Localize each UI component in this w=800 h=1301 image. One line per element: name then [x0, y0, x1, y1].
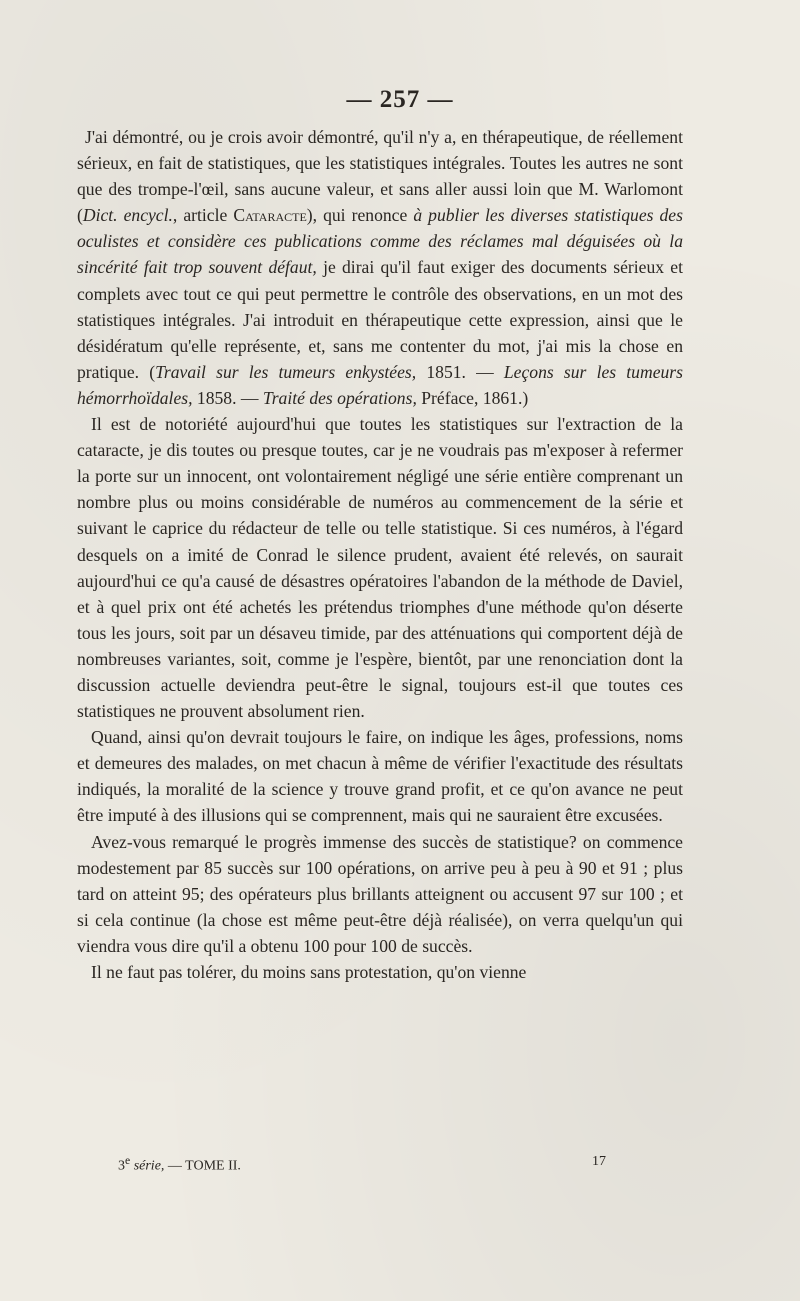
- text-run: 1858. —: [192, 387, 263, 408]
- body-text: [77, 124, 683, 985]
- paragraph-3: Quand, ainsi qu'on devrait toujours le faire, on indique les âges, professions, noms et demeures des malades, on met chacun à même de vérifier l'exactitude des résultats indiqués, la moralité de la science y trouve grand profit, et ce qu'on avance ne peut être imputé à des illusions qui se comprennent, mais qui ne sauraient être excusées.: [77, 727, 683, 826]
- tome-label: — TOME II.: [164, 1158, 241, 1174]
- series-word: série,: [130, 1158, 165, 1174]
- italic-run: Travail sur les tumeurs enkystées,: [155, 361, 417, 382]
- series-superscript: e: [125, 1154, 131, 1167]
- text-run: Préface, 1861.): [416, 387, 529, 408]
- paragraph-5: Il ne faut pas tolérer, du moins sans protestation, qu'on vienne: [91, 962, 527, 982]
- paragraph-4: Avez-vous remarqué le progrès immense des succès de statistique? on commence modestement par 85 succès sur 100 opérations, on arrive peu à peu à 90 et 91 ; plus tard on atteint 95; des opérateurs plus brillants atteignent ou accusent 97 sur 100 ; et si cela continue (la chose est même peut-être déjà réalisée), on verra quelqu'un qui viendra vous dire qu'il a obtenu 100 pour 100 de succès.: [77, 831, 683, 956]
- text-run: , article: [172, 205, 234, 226]
- signature-mark: 17: [592, 1154, 606, 1169]
- italic-run: Dict. encycl.: [82, 205, 173, 226]
- series-number: 3: [118, 1158, 125, 1174]
- small-caps-run: Cataracte: [233, 205, 307, 226]
- text-run: J'ai démontré, ou je crois avoir démontré, qu'il n'y a, en thérapeutique, de réellement sérieux, en fait de statistiques, que les statistiques intégrales. Toutes les autres ne sont que des trompe-l'œil, sans aucune valeur, et sans aller aussi loin que M. Warlomont (: [77, 127, 683, 226]
- page-number: — 257 —: [346, 86, 454, 113]
- italic-run: Traité des opérations,: [262, 387, 417, 408]
- paragraph-2: Il est de notoriété aujourd'hui que toutes les statistiques sur l'extraction de la cataracte, je dis toutes ou presque toutes, car je ne voudrais pas m'exposer à refermer la porte sur un innocent, ont volontairement négligé une série entière comprenant un nombre plus ou moins considérable de numéros au commencement de la série et suivant le caprice du rédacteur de telle ou telle statistique. Si ces numéros, à l'égard desquels on a imité de Conrad le silence prudent, avaient été relevés, on saurait aujourd'hui ce qu'a causé de désastres opératoires l'abandon de la méthode de Daviel, et à quel prix ont été achetés les prétendus triomphes d'une méthode qu'on déserte tous les jours, soit par un désaveu timide, par des atténuations qui comportent déjà de nombreuses variantes, soit, comme je l'espère, bientôt, par une renonciation dont la discussion actuelle deviendra peut-être le signal, toujours est-il que toutes ces statistiques ne prouvent absolument rien.: [77, 414, 683, 722]
- text-run: ), qui renonce: [306, 205, 414, 226]
- italic-run: à publier les diverses statistiques des oculistes et considère ces publications comme des réclames mal déguisées où la sincérité fait trop souvent défaut,: [77, 205, 683, 278]
- paragraph-1: [77, 124, 683, 411]
- text-run: je dirai qu'il faut exiger des documents sérieux et complets avec tout ce qui peut permettre le contrôle des observations, en un mot des statistiques intégrales. J'ai introduit en thérapeutique cette expression, ainsi que le désidératum qu'elle représente, et, sans me contenter du mot, j'ai mis la chose en pratique. (: [77, 257, 683, 382]
- italic-run: Leçons sur les tumeurs hémorrhoïdales,: [77, 361, 683, 408]
- series-line: [118, 1154, 241, 1175]
- text-run: 1851. —: [416, 361, 504, 382]
